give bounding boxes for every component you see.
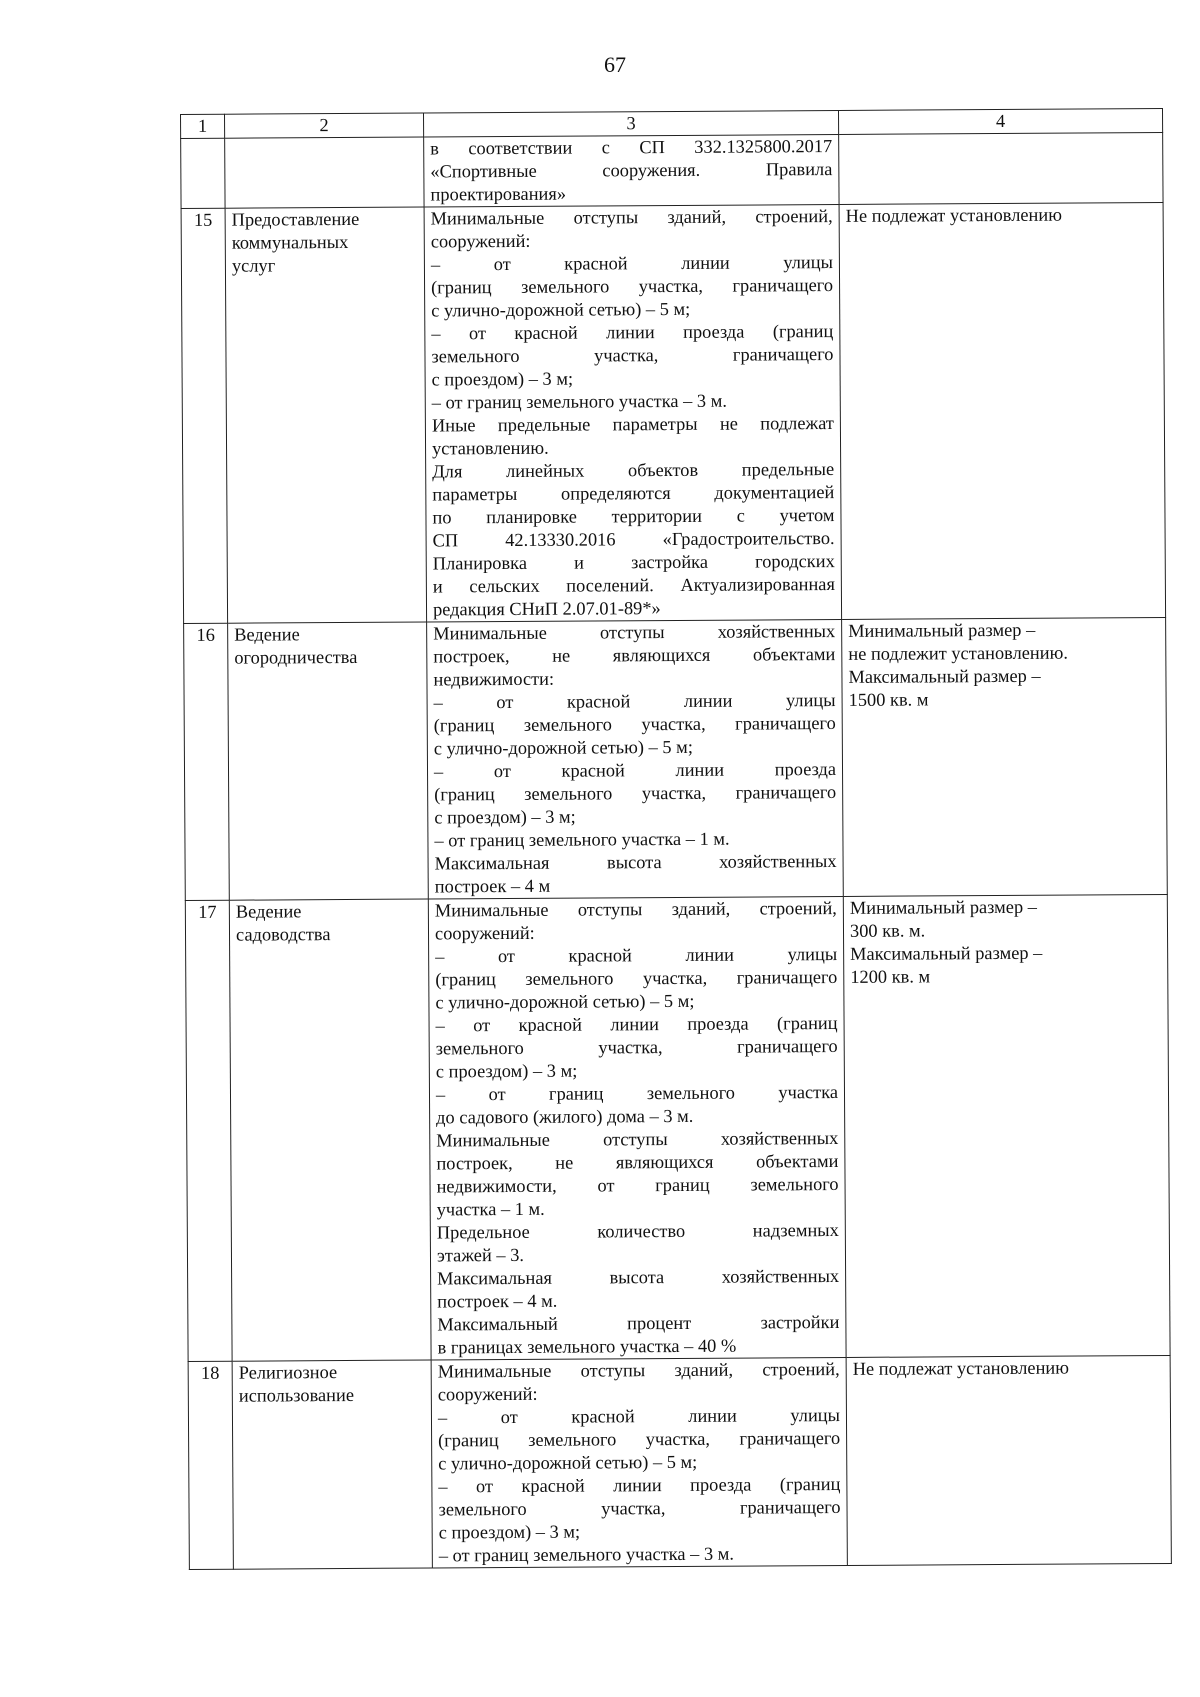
land-use-name-line: услуг	[231, 255, 276, 276]
plot-size-line: Максимальный размер –	[848, 665, 1041, 687]
parameter-line: – от красной линии проезда (границ	[431, 321, 834, 344]
parameter-line: с проездом) – 3 м;	[435, 1060, 578, 1082]
plot-size-limits	[839, 132, 1163, 204]
setback-parameters	[427, 619, 844, 899]
parameter-line: земельного участка, граничащего	[435, 1035, 838, 1059]
parameter-line: (границ земельного участка, граничащего	[431, 275, 834, 298]
plot-size-line: 300 кв. м.	[849, 920, 926, 941]
parameter-line: – от красной линии улицы	[435, 944, 838, 967]
parameter-line: в границах земельного участка – 40 %	[437, 1335, 737, 1358]
parameter-line: – от красной линии улицы	[433, 690, 836, 713]
plot-size-line: Не подлежат установлению	[845, 204, 1062, 226]
parameter-line: – от красной линии проезда	[433, 759, 837, 782]
table-row	[185, 894, 1170, 1361]
parameter-line: с улично-дорожной сетью) – 5 м;	[433, 736, 693, 759]
land-use-name-line: садоводства	[235, 924, 331, 945]
setback-parameters	[428, 896, 846, 1360]
parameter-line: Максимальный процент застройки	[437, 1311, 840, 1335]
parameter-line: (границ земельного участка, граничащего	[435, 967, 838, 990]
land-use-name-line: использование	[238, 1384, 355, 1406]
parameter-line: (границ земельного участка, граничащего	[438, 1427, 841, 1451]
plot-size-line: Максимальный размер –	[850, 942, 1043, 964]
parameter-line: Максимальная высота хозяйственных	[437, 1265, 840, 1289]
plot-size-line: Не подлежат установлению	[852, 1357, 1070, 1379]
table-row	[188, 1355, 1171, 1569]
parameter-line: с улично-дорожной сетью) – 5 м;	[435, 990, 695, 1013]
setback-parameters	[424, 204, 842, 622]
land-use-name	[232, 1360, 432, 1569]
table-row	[184, 617, 1168, 900]
parameter-line: земельного участка, граничащего	[438, 1496, 841, 1520]
parameter-line: построек – 4 м	[434, 875, 551, 897]
plot-size-line: 1500 кв. м	[848, 689, 929, 710]
parameter-line: с улично-дорожной сетью) – 5 м;	[438, 1451, 698, 1474]
land-use-name-line: Предоставление	[231, 208, 360, 230]
parameter-line: – от границ земельного участка – 3 м.	[431, 390, 727, 413]
land-use-name	[228, 622, 429, 900]
parameter-line: сооружений:	[430, 230, 531, 252]
parameter-line: – от границ земельного участка – 1 м.	[434, 828, 730, 851]
parameter-line: (границ земельного участка, граничащего	[433, 713, 836, 736]
parameter-line: (границ земельного участка, граничащего	[434, 782, 837, 805]
plot-size-limits	[839, 202, 1166, 619]
parameter-line: Для линейных объектов предельные	[432, 459, 835, 482]
parameter-line: с проездом) – 3 м;	[431, 368, 574, 390]
header-col-3: 3	[423, 110, 838, 137]
table-row	[181, 132, 1163, 208]
land-use-name	[225, 137, 424, 208]
land-use-name-line: Ведение	[234, 624, 300, 645]
parameter-line: Максимальная высота хозяйственных	[434, 851, 837, 874]
parameter-line: «Спортивные сооружения. Правила	[430, 159, 833, 182]
plot-size-limits	[846, 1355, 1171, 1565]
parameter-line: – от красной линии проезда (границ	[435, 1013, 838, 1036]
parameter-line: – от красной линии улицы	[430, 252, 833, 275]
page-number: 67	[604, 52, 626, 77]
parameter-line: СП 42.13330.2016 «Градостроительство.	[432, 528, 835, 551]
plot-size-limits	[842, 617, 1168, 896]
parameter-line: земельного участка, граничащего	[431, 344, 834, 367]
plot-size-limits	[843, 894, 1170, 1357]
parameter-line: с проездом) – 3 м;	[434, 806, 576, 828]
parameter-line: недвижимости, от границ земельного	[436, 1173, 839, 1197]
parameter-line: сооружений:	[437, 1383, 538, 1405]
header-col-2: 2	[225, 113, 424, 138]
setback-parameters	[431, 1357, 847, 1568]
parameter-line: Минимальные отступы зданий, строений,	[434, 898, 837, 921]
parameter-line: – от границ земельного участка – 3 м.	[438, 1543, 735, 1566]
parameter-line: недвижимости:	[433, 668, 555, 690]
parameter-line: построек – 4 м.	[437, 1290, 558, 1312]
parameter-line: Минимальные отступы хозяйственных	[436, 1127, 839, 1151]
land-use-name-line: коммунальных	[231, 231, 349, 253]
parameter-line: – от красной линии проезда (границ	[438, 1473, 841, 1497]
land-use-name-line: огородничества	[234, 646, 358, 668]
parameter-line: с проездом) – 3 м;	[438, 1521, 581, 1543]
land-use-name	[229, 899, 431, 1361]
parameter-line: – от красной линии улицы	[437, 1404, 841, 1428]
header-col-1: 1	[181, 114, 225, 138]
plot-size-line: Минимальный размер –	[848, 619, 1036, 641]
parameter-line: Иные предельные параметры не подлежат	[431, 413, 834, 436]
parameter-line: по планировке территории с учетом	[432, 505, 835, 528]
parameter-line: редакция СНиП 2.07.01-89*»	[432, 598, 661, 620]
parameter-line: Минимальные отступы зданий, строений,	[437, 1358, 840, 1382]
land-use-name-line: Ведение	[235, 901, 302, 922]
parameter-line: проектирования»	[430, 183, 567, 205]
parameter-line: с улично-дорожной сетью) – 5 м;	[431, 298, 691, 321]
land-use-name-line: Религиозное	[238, 1362, 338, 1383]
plot-size-line: не подлежит установлению.	[848, 642, 1068, 664]
row-number: 18	[188, 1361, 233, 1569]
parameter-line: сооружений:	[434, 922, 535, 944]
land-use-name	[225, 207, 427, 623]
plot-size-line: Минимальный размер –	[849, 896, 1037, 918]
parameter-line: участка – 1 м.	[436, 1198, 545, 1220]
setback-parameters	[424, 134, 839, 207]
header-col-4: 4	[838, 108, 1162, 134]
parameter-line: Минимальные отступы зданий, строений,	[430, 206, 833, 229]
row-number: 16	[184, 623, 230, 900]
parameter-line: Планировка и застройка городских	[432, 551, 835, 574]
parameter-line: построек, не являющихся объектами	[436, 1150, 839, 1174]
parameter-line: установлению.	[431, 437, 549, 459]
parameter-line: Предельное количество надземных	[436, 1219, 839, 1243]
row-number: 17	[185, 900, 232, 1361]
table-row	[181, 202, 1166, 623]
parameter-line: параметры определяются документацией	[432, 482, 835, 505]
parameter-line: – от границ земельного участка	[435, 1081, 839, 1105]
parameter-line: построек, не являющихся объектами	[433, 644, 836, 667]
row-number	[181, 138, 225, 208]
plot-size-line: 1200 кв. м	[850, 966, 931, 987]
parameter-line: в соответствии с СП 332.1325800.2017	[430, 136, 833, 159]
parameter-line: Минимальные отступы хозяйственных	[433, 621, 836, 644]
parameter-line: и сельских поселений. Актуализированная	[432, 574, 835, 597]
parameter-line: этажей – 3.	[436, 1244, 525, 1266]
zoning-parameters-table	[180, 108, 1172, 1570]
parameter-line: до садового (жилого) дома – 3 м.	[436, 1105, 694, 1128]
row-number: 15	[181, 208, 228, 623]
